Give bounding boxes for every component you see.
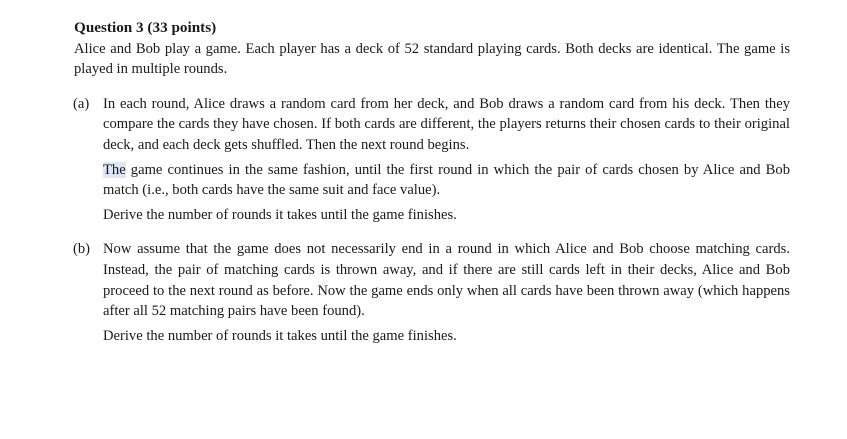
- question-intro: Alice and Bob play a game. Each player has a deck of 52 standard playing cards. Both decks are identical. The game is played in multiple rounds.: [74, 40, 790, 78]
- question-heading: [74, 18, 790, 39]
- part-a-paragraph-1[interactable]: In each round, Alice draws a random card from her deck, and Bob draws a random card from his deck. Then they compare the cards they have chosen. If both cards are different, the players returns their chosen cards to their original deck, and each deck gets shuffled. Then the next round begins.: [103, 95, 790, 153]
- part-a: [74, 94, 790, 226]
- part-b-label: (b): [73, 241, 91, 258]
- part-b-paragraph-2[interactable]: Derive the number of rounds it takes until the game finishes.: [103, 327, 457, 344]
- selected-text-highlight[interactable]: The: [103, 161, 126, 178]
- part-a-paragraph-3[interactable]: Derive the number of rounds it takes until the game finishes.: [103, 206, 457, 223]
- part-a-paragraph-2[interactable]: [103, 160, 790, 201]
- part-b: [74, 239, 790, 346]
- part-a-label: (a): [73, 95, 90, 112]
- question-points: (33 points): [147, 19, 217, 36]
- question-title: Question 3: [74, 19, 144, 36]
- part-b-paragraph-1[interactable]: Now assume that the game does not necessarily end in a round in which Alice and Bob choose matching cards. Instead, the pair of matching cards is thrown away, and if there are still cards left in their decks, Alice and Bob proceed to the next round as before. Now the game ends only when all cards have been thrown away (which happens after all 52 matching pairs have been found).: [103, 241, 790, 320]
- document-page: [74, 18, 790, 346]
- part-a-paragraph-2-text[interactable]: game continues in the same fashion, until the first round in which the pair of cards chosen by Alice and Bob match (i.e., both cards have the same suit and face value).: [103, 161, 790, 199]
